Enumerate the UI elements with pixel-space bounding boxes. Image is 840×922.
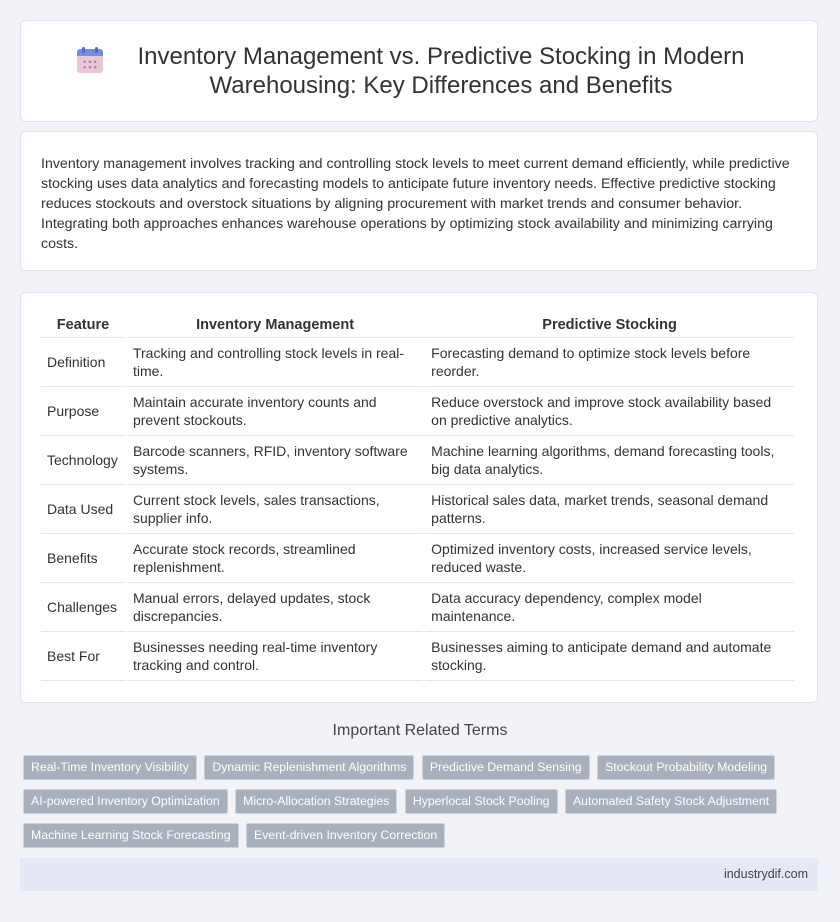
inventory-cell: Accurate stock records, streamlined replenishment. bbox=[127, 534, 423, 583]
feature-cell: Data Used bbox=[41, 485, 125, 534]
related-term-tag[interactable]: Stockout Probability Modeling bbox=[597, 755, 775, 780]
title-wrap bbox=[77, 42, 761, 100]
inventory-cell: Maintain accurate inventory counts and prevent stockouts. bbox=[127, 387, 423, 436]
inventory-cell: Current stock levels, sales transactions, supplier info. bbox=[127, 485, 423, 534]
footer bbox=[20, 858, 818, 891]
page-title: Inventory Management vs. Predictive Stocking in Modern Warehousing: Key Differences and Benefits bbox=[137, 43, 745, 99]
related-term-tag[interactable]: Machine Learning Stock Forecasting bbox=[23, 823, 239, 848]
feature-cell: Technology bbox=[41, 436, 125, 485]
table-row bbox=[41, 583, 794, 632]
predictive-cell: Machine learning algorithms, demand forecasting tools, big data analytics. bbox=[425, 436, 794, 485]
inventory-cell: Manual errors, delayed updates, stock discrepancies. bbox=[127, 583, 423, 632]
intro-card bbox=[20, 131, 818, 271]
table-header-row bbox=[41, 313, 794, 338]
feature-cell: Definition bbox=[41, 338, 125, 387]
related-term-tag[interactable]: Real-Time Inventory Visibility bbox=[23, 755, 197, 780]
comparison-table bbox=[39, 313, 796, 681]
predictive-cell: Businesses aiming to anticipate demand and automate stocking. bbox=[425, 632, 794, 681]
header-feature: Feature bbox=[41, 313, 125, 338]
feature-cell: Benefits bbox=[41, 534, 125, 583]
related-term-tag[interactable]: AI-powered Inventory Optimization bbox=[23, 789, 228, 814]
related-term-tag[interactable]: Automated Safety Stock Adjustment bbox=[565, 789, 777, 814]
predictive-cell: Historical sales data, market trends, seasonal demand patterns. bbox=[425, 485, 794, 534]
related-term-tag[interactable]: Dynamic Replenishment Algorithms bbox=[204, 755, 414, 780]
predictive-cell: Reduce overstock and improve stock availability based on predictive analytics. bbox=[425, 387, 794, 436]
related-term-tag[interactable]: Event-driven Inventory Correction bbox=[246, 823, 445, 848]
calendar-icon bbox=[77, 47, 103, 73]
inventory-cell: Businesses needing real-time inventory tracking and control. bbox=[127, 632, 423, 681]
intro-text: Inventory management involves tracking and controlling stock levels to meet current demand efficiently, while predictive stocking uses data analytics and forecasting models to anticipate future inventory needs. Effective predictive stocking reduces stockouts and overstock situations by aligning procurement with market trends and consumer behavior. Integrating both approaches enhances warehouse operations by optimizing stock availability and minimizing carrying costs. bbox=[41, 156, 790, 252]
related-term-tag[interactable]: Predictive Demand Sensing bbox=[422, 755, 590, 780]
table-row bbox=[41, 485, 794, 534]
table-card bbox=[20, 292, 818, 703]
predictive-cell: Forecasting demand to optimize stock levels before reorder. bbox=[425, 338, 794, 387]
inventory-cell: Tracking and controlling stock levels in real-time. bbox=[127, 338, 423, 387]
table-row bbox=[41, 436, 794, 485]
related-term-tag[interactable]: Micro-Allocation Strategies bbox=[235, 789, 397, 814]
inventory-cell: Barcode scanners, RFID, inventory software systems. bbox=[127, 436, 423, 485]
related-terms-title: Important Related Terms bbox=[332, 722, 508, 739]
feature-cell: Challenges bbox=[41, 583, 125, 632]
predictive-cell: Optimized inventory costs, increased service levels, reduced waste. bbox=[425, 534, 794, 583]
predictive-cell: Data accuracy dependency, complex model maintenance. bbox=[425, 583, 794, 632]
related-terms-list bbox=[23, 755, 783, 857]
feature-cell: Best For bbox=[41, 632, 125, 681]
footer-site-link[interactable]: industrydif.com bbox=[723, 867, 808, 881]
table-row bbox=[41, 387, 794, 436]
table-row bbox=[41, 338, 794, 387]
header-predictive-stocking: Predictive Stocking bbox=[425, 313, 794, 338]
header-inventory-management: Inventory Management bbox=[127, 313, 423, 338]
table-row bbox=[41, 534, 794, 583]
table-row bbox=[41, 632, 794, 681]
related-term-tag[interactable]: Hyperlocal Stock Pooling bbox=[405, 789, 558, 814]
feature-cell: Purpose bbox=[41, 387, 125, 436]
title-card bbox=[20, 20, 818, 122]
